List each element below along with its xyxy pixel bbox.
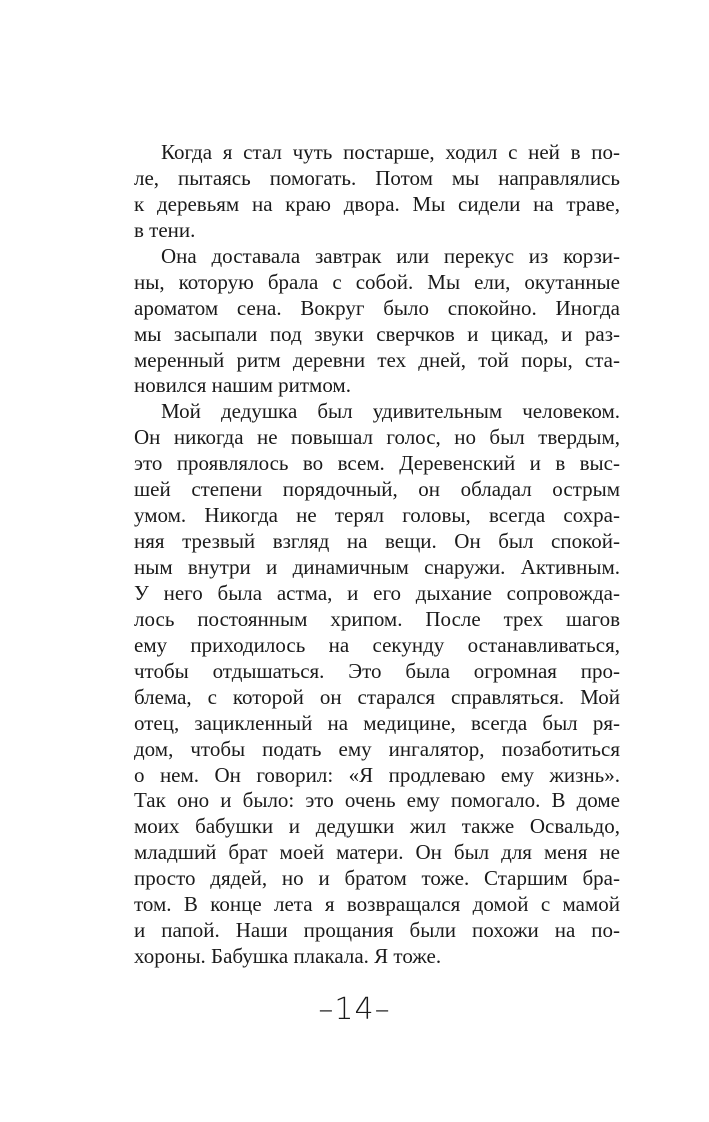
paragraph <box>134 244 620 400</box>
text-line: Мой дедушка был удивительным человеком. <box>161 399 620 424</box>
text-line: в тени. <box>134 217 196 242</box>
text-line: ароматом сена. Вокруг было спокойно. Иногда <box>134 295 620 320</box>
paragraph <box>134 399 620 970</box>
text-line: моих бабушки и дедушки жил также Освальдо, <box>134 814 620 839</box>
text-line: новился нашим ритмом. <box>134 373 351 398</box>
text-line: Она доставала завтрак или перекус из корзи- <box>161 243 620 268</box>
text-line: чтобы отдышаться. Это была огромная про- <box>134 658 620 683</box>
body-text <box>134 140 620 970</box>
text-line: к деревьям на краю двора. Мы сидели на траве, <box>134 191 620 216</box>
text-line: Когда я стал чуть постарше, ходил с ней в по- <box>161 140 620 164</box>
text-line: меренный ритм деревни тех дней, той поры, ста- <box>134 347 620 372</box>
text-line: ему приходилось на секунду останавливаться, <box>134 632 620 657</box>
paragraph <box>134 140 620 244</box>
text-line: том. В конце лета я возвращался домой с мамой <box>134 892 620 917</box>
text-line: отец, зацикленный на медицине, всегда был ря- <box>134 710 620 735</box>
text-line: это проявлялось во всем. Деревенский и в выс- <box>134 451 620 476</box>
text-line: просто дядей, но и братом тоже. Старшим бра- <box>134 866 620 891</box>
text-line: хороны. Бабушка плакала. Я тоже. <box>134 944 442 969</box>
text-line: младший брат моей матери. Он был для меня не <box>134 840 620 865</box>
text-line: и папой. Наши прощания были похожи на по- <box>134 918 620 943</box>
text-line: блема, с которой он старался справляться. Мой <box>134 684 620 709</box>
text-line: о нем. Он говорил: «Я продлеваю ему жизнь». <box>134 762 620 787</box>
text-line: Он никогда не повышал голос, но был твердым, <box>134 425 620 450</box>
text-line: умом. Никогда не терял головы, всегда сохра- <box>134 503 620 528</box>
text-line: ны, которую брала с собой. Мы ели, окутанные <box>134 269 620 294</box>
text-line: шей степени порядочный, он обладал острым <box>134 477 620 502</box>
text-line: ле, пытаясь помогать. Потом мы направлялись <box>134 165 620 190</box>
page-number: –14– <box>318 992 391 1027</box>
text-line: У него была астма, и его дыхание сопровожда- <box>134 580 620 605</box>
text-line: няя трезвый взгляд на вещи. Он был спокой- <box>134 529 620 554</box>
text-line: мы засыпали под звуки сверчков и цикад, и раз- <box>134 321 620 346</box>
text-line: дом, чтобы подать ему ингалятор, позаботиться <box>134 736 620 761</box>
text-line: лось постоянным хрипом. После трех шагов <box>134 606 620 631</box>
text-line: ным внутри и динамичным снаружи. Активным. <box>134 555 620 579</box>
text-line: Так оно и было: это очень ему помогало. В доме <box>134 788 620 813</box>
